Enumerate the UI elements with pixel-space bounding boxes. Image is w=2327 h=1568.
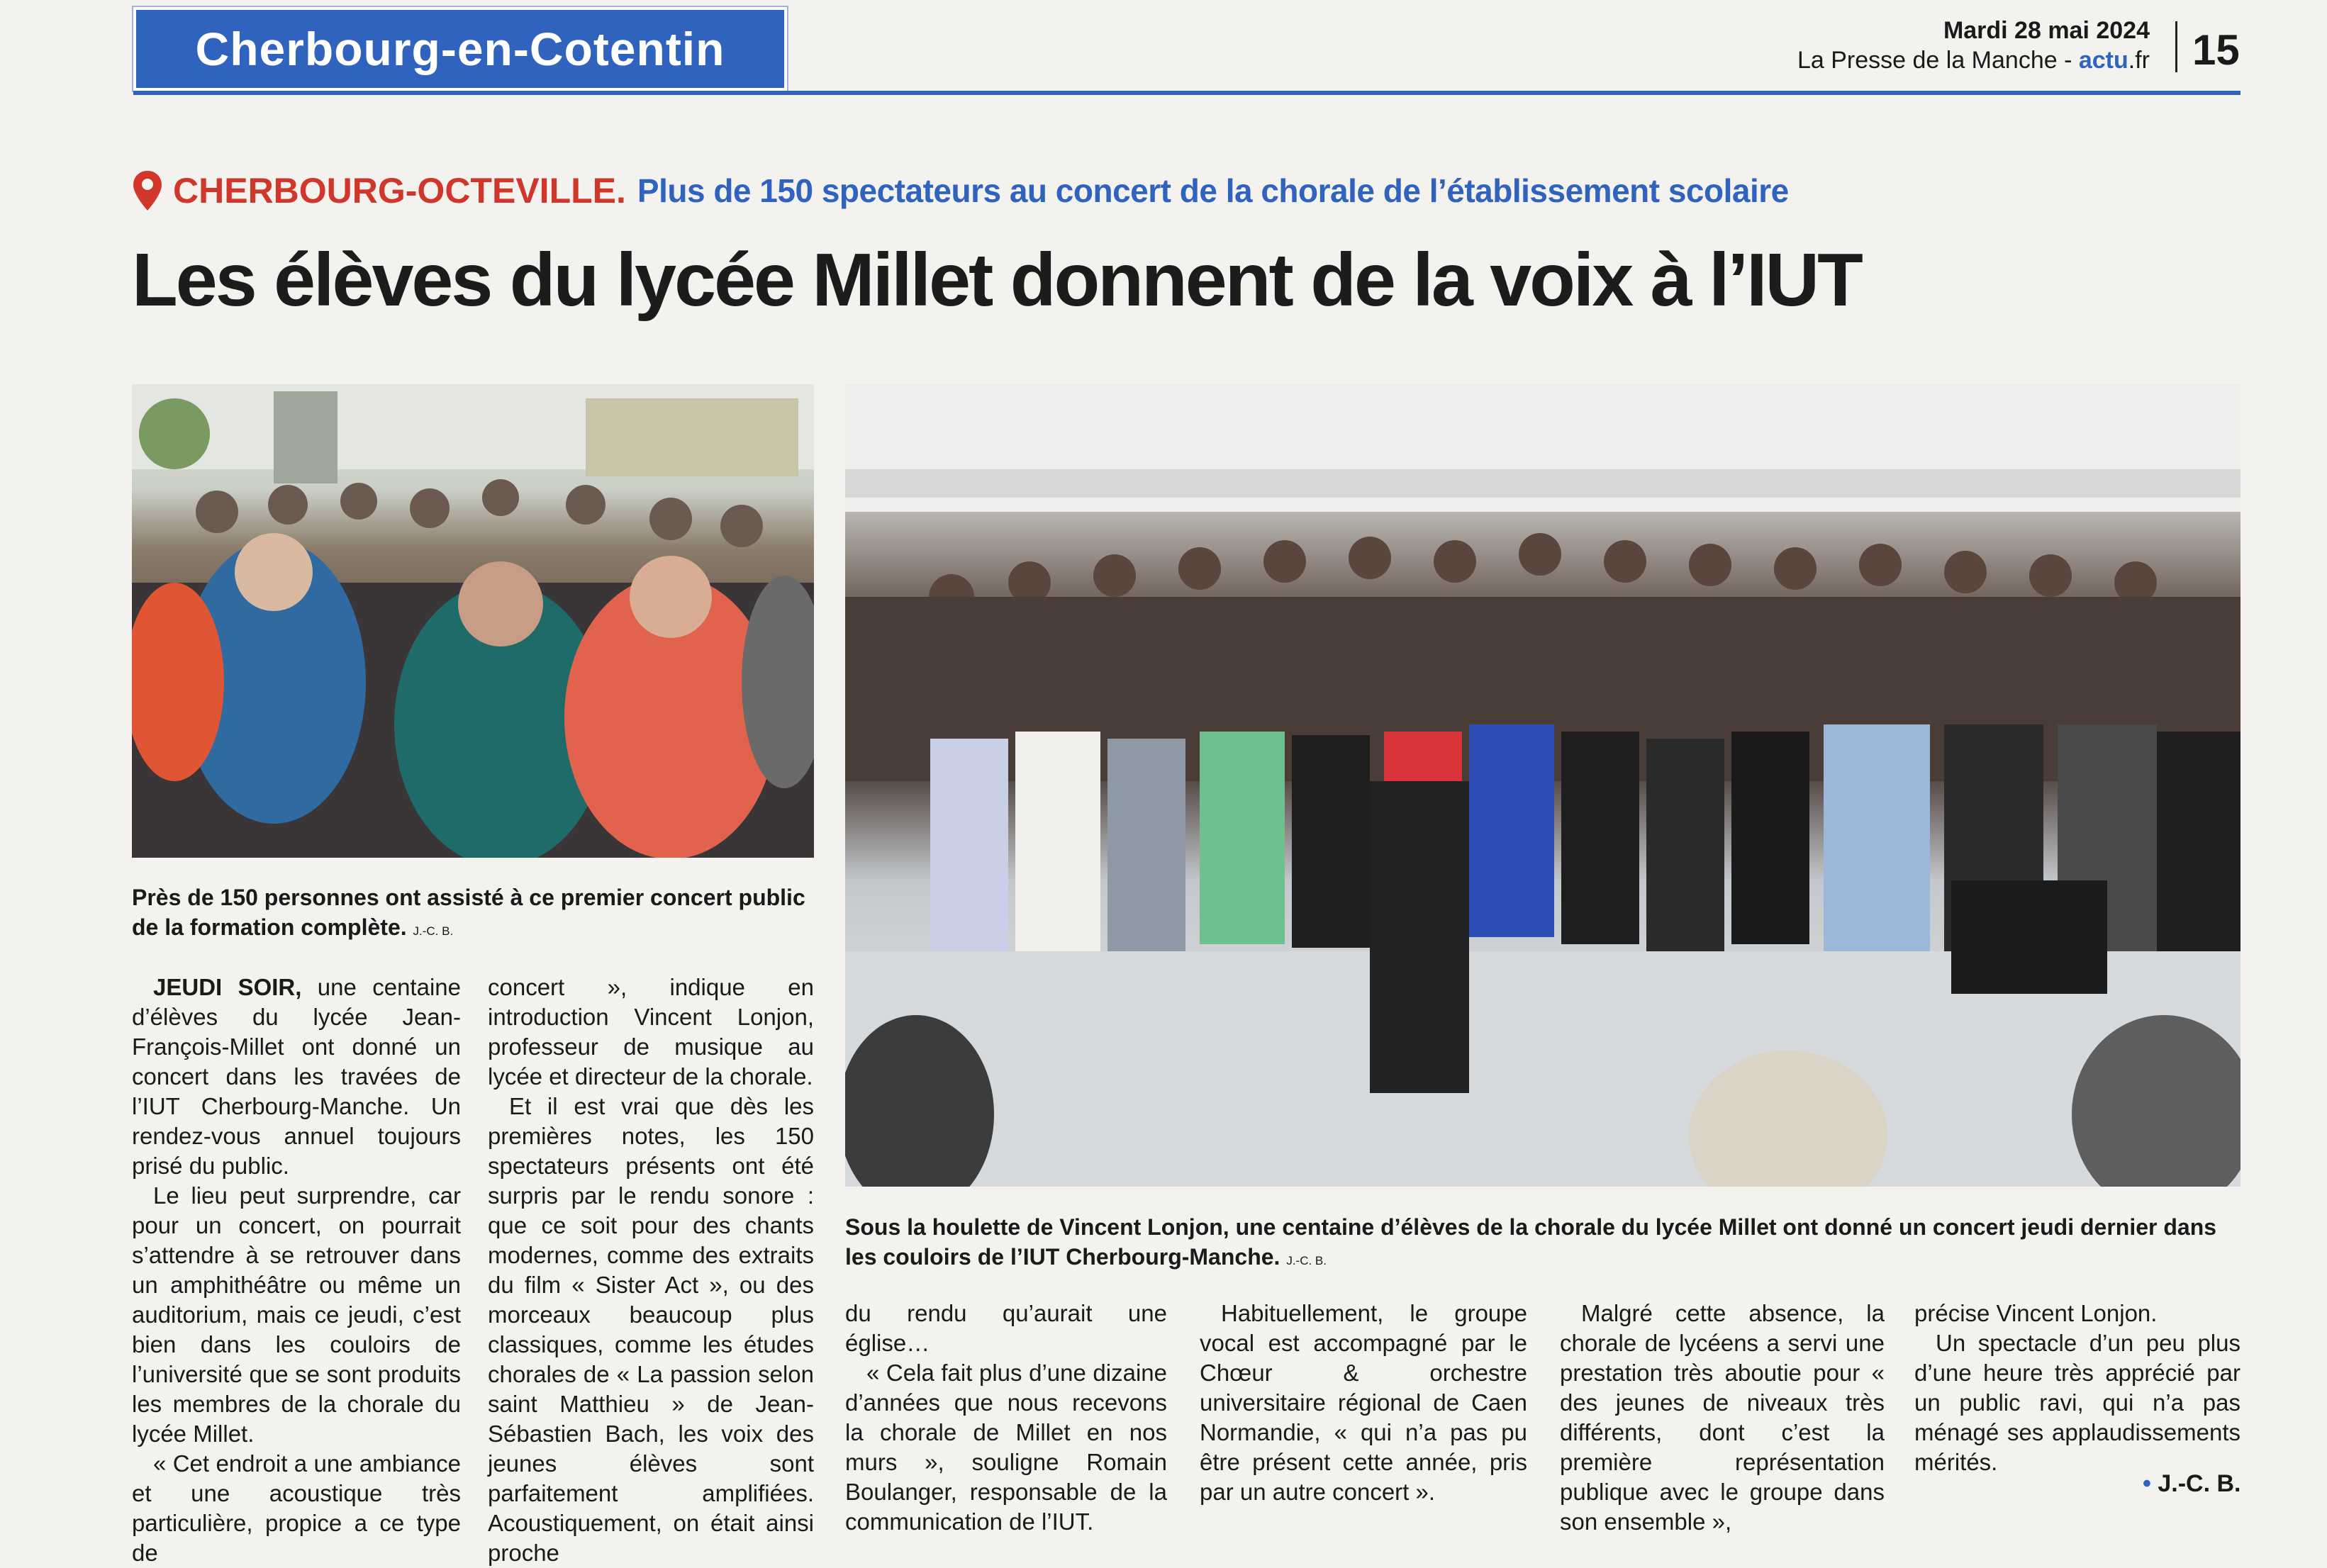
article-paragraph: Le lieu peut surprendre, car pour un concert, on pourrait s’attendre à se retrouver dans un amphithéâtre ou même un auditorium, mais ce jeudi, c’est bien dans les couloirs de l’université que se sont produits les membres de la chorale du lycée Millet. xyxy=(132,1182,461,1447)
article-column-1 xyxy=(132,973,461,1568)
header-rule xyxy=(133,91,2240,95)
lead-word: JEUDI SOIR, xyxy=(153,974,302,1000)
section-banner xyxy=(133,7,787,91)
choir-caption-text: Sous la houlette de Vincent Lonjon, une centaine d’élèves de la chorale du lycée Millet ont donné un concert jeudi dernier dans les couloirs de l’IUT Cherbourg-Manche. xyxy=(845,1214,2217,1270)
issue-date: Mardi 28 mai 2024 xyxy=(1943,17,2150,44)
header-separator xyxy=(2175,21,2177,72)
article-column-4 xyxy=(1200,1299,1527,1507)
map-pin-icon xyxy=(132,169,163,212)
choir-photo xyxy=(845,384,2240,1187)
article-paragraph: précise Vincent Lonjon. xyxy=(1914,1300,2158,1326)
article-paragraph: Habituellement, le groupe vocal est accompagné par le Chœur & orchestre universitaire régional de Caen Normandie, « qui n’a pas pu être présent cette année, pris par un autre concert ». xyxy=(1200,1300,1527,1505)
article-column-6 xyxy=(1914,1299,2240,1477)
article-location: CHERBOURG-OCTEVILLE. xyxy=(173,171,626,211)
site-name: actu xyxy=(2078,47,2128,74)
article-headline: Les élèves du lycée Millet donnent de la voix à l’IUT xyxy=(132,238,1861,322)
lead-text: une centaine d’élèves du lycée Jean-François-Millet ont donné un concert dans les travées de l’IUT Cherbourg-Manche. Un rendez-vous annuel toujours prisé du public. xyxy=(132,974,461,1179)
article-kicker xyxy=(132,166,1789,215)
article-paragraph: du rendu qu’aurait une église… xyxy=(845,1300,1167,1356)
article-signature xyxy=(2143,1470,2240,1498)
article-paragraph: Et il est vrai que dès les premières notes, les 150 spectateurs présents ont été surpris par le rendu sonore : que ce soit pour des chants modernes, comme des extraits du film « Sister Act », ou des morceaux beaucoup plus classiques, comme les études chorales de « La passion selon saint Matthieu » de Jean-Sébastien Bach, les voix des jeunes élèves sont parfaitement amplifiées. Acoustiquement, on était ainsi proche xyxy=(488,1093,814,1566)
section-title: Cherbourg-en-Cotentin xyxy=(195,23,725,75)
audience-caption-credit: J.-C. B. xyxy=(413,924,454,938)
article-paragraph: Un spectacle d’un peu plus d’une heure très apprécié par un public ravi, qui n’a pas ménagé ses applaudissements mérités. xyxy=(1914,1330,2240,1475)
article-paragraph: « Cet endroit a une ambiance et une acoustique très particulière, propice a ce type de xyxy=(132,1450,461,1566)
audience-caption-text: Près de 150 personnes ont assisté à ce premier concert public de la formation complète. xyxy=(132,885,805,940)
article-paragraph: « Cela fait plus d’une dizaine d’années que nous recevons la chorale de Millet en nos murs », souligne Romain Boulanger, responsable de la communication de l’IUT. xyxy=(845,1360,1167,1535)
signature-bullet: • xyxy=(2143,1470,2151,1497)
article-column-2 xyxy=(488,973,814,1568)
article-paragraph: concert », indique en introduction Vincent Lonjon, professeur de musique au lycée et directeur de la chorale. xyxy=(488,974,814,1090)
newspaper-name: La Presse de la Manche - xyxy=(1797,47,2079,74)
page-number: 15 xyxy=(2192,26,2240,74)
audience-caption xyxy=(132,883,827,946)
site-tld: .fr xyxy=(2128,47,2150,74)
audience-photo xyxy=(132,384,814,858)
issue-source xyxy=(1797,47,2150,74)
signature-text: J.-C. B. xyxy=(2158,1470,2241,1497)
choir-caption xyxy=(845,1212,2240,1276)
article-column-3 xyxy=(845,1299,1167,1537)
article-subhead: Plus de 150 spectateurs au concert de la chorale de l’établissement scolaire xyxy=(637,172,1789,209)
article-paragraph xyxy=(132,973,461,1181)
choir-caption-credit: J.-C. B. xyxy=(1286,1254,1327,1267)
article-column-5 xyxy=(1560,1299,1885,1537)
article-paragraph: Malgré cette absence, la chorale de lycéens a servi une prestation très aboutie pour « des jeunes de niveaux très différents, dont c’est la première représentation publique avec le groupe dans son ensemble », xyxy=(1560,1300,1885,1535)
